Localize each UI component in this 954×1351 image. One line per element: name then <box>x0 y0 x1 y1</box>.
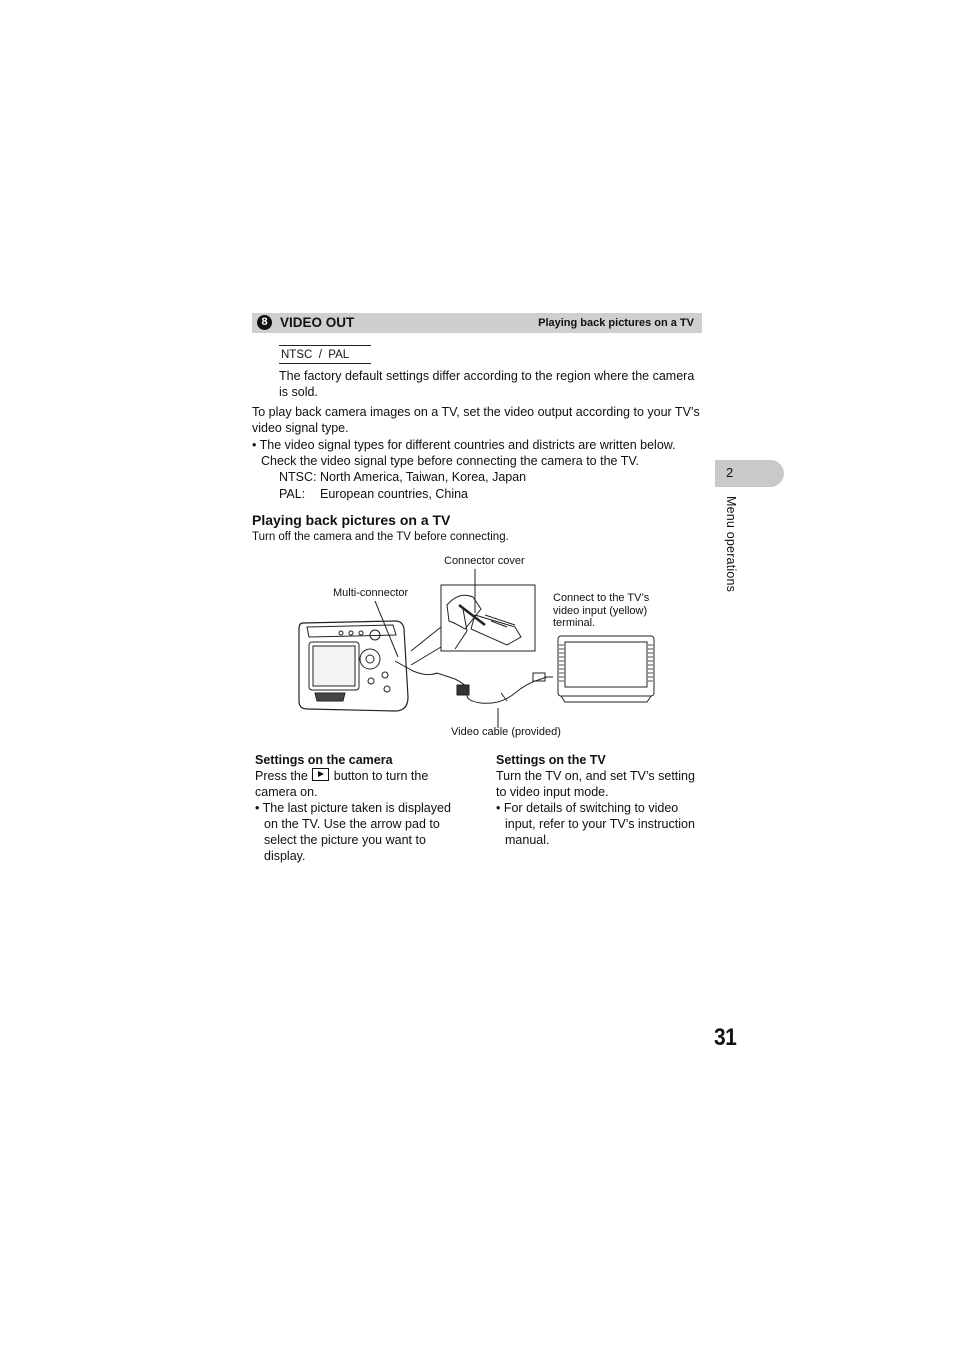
camera-settings-bullet-3: select the picture you want to <box>264 833 426 847</box>
camera-settings-heading: Settings on the camera <box>255 753 393 767</box>
camera-settings-line1-pre: Press the <box>255 769 308 783</box>
section-number-badge: 8 <box>257 315 272 330</box>
chapter-tab-label: Menu operations <box>724 496 738 593</box>
tv-settings-line1: Turn the TV on, and set TV’s setting <box>496 769 695 783</box>
tv-settings-bullet-2: input, refer to your TV’s instruction <box>505 817 695 831</box>
video-cable <box>395 661 553 703</box>
multi-connector-label: Multi-connector <box>333 587 409 599</box>
section-subtitle: Playing back pictures on a TV <box>538 317 694 329</box>
signal-types-bullet: • The video signal types for different countries and districts are written below. <box>252 438 676 452</box>
connector-cover-inset <box>411 585 535 665</box>
tv-connect-label-2: video input (yellow) <box>553 605 648 617</box>
camera-settings-bullet-1: • The last picture taken is displayed <box>255 801 451 815</box>
tv-illustration <box>558 636 654 702</box>
chapter-tab <box>715 460 784 487</box>
playback-instruction: Turn off the camera and the TV before connecting. <box>252 531 509 543</box>
pal-label: PAL: <box>279 487 306 501</box>
page-number: 31 <box>714 1024 737 1051</box>
camera-settings-line2: camera on. <box>255 785 318 799</box>
section-header-bar <box>252 313 702 333</box>
video-cable-label: Video cable (provided) <box>451 726 561 738</box>
factory-default-note: The factory default settings differ according to the region where the camera is sold. <box>279 369 695 399</box>
camera-settings-line1-post: button to turn the <box>333 769 429 783</box>
camera-illustration <box>299 621 408 711</box>
tv-settings-heading: Settings on the TV <box>496 753 606 767</box>
playback-heading: Playing back pictures on a TV <box>252 512 451 528</box>
tv-settings-line2: to video input mode. <box>496 785 609 799</box>
camera-tv-connection-diagram <box>295 565 665 730</box>
chapter-tab-number: 2 <box>726 465 734 480</box>
tv-settings-bullet-3: manual. <box>505 833 550 847</box>
video-out-options: NTSC / PAL <box>279 345 371 364</box>
pal-regions: European countries, China <box>320 487 469 501</box>
camera-settings-line1 <box>255 768 428 784</box>
ntsc-label: NTSC: <box>279 470 317 484</box>
playback-button-icon <box>312 768 329 781</box>
intro-paragraph: To play back camera images on a TV, set the video output according to your TV’s video signal type. <box>252 405 700 435</box>
section-title: VIDEO OUT <box>280 315 355 330</box>
connector-cover-label: Connector cover <box>444 555 525 567</box>
camera-settings-bullet-2: on the TV. Use the arrow pad to <box>264 817 440 831</box>
tv-connect-label-1: Connect to the TV’s <box>553 592 650 604</box>
ntsc-regions: North America, Taiwan, Korea, Japan <box>320 470 527 484</box>
camera-settings-bullet-4: display. <box>264 849 306 863</box>
tv-connect-label-3: terminal. <box>553 617 596 629</box>
tv-settings-bullet-1: • For details of switching to video <box>496 801 679 815</box>
signal-types-bullet-cont: Check the video signal type before connecting the camera to the TV. <box>261 454 640 468</box>
